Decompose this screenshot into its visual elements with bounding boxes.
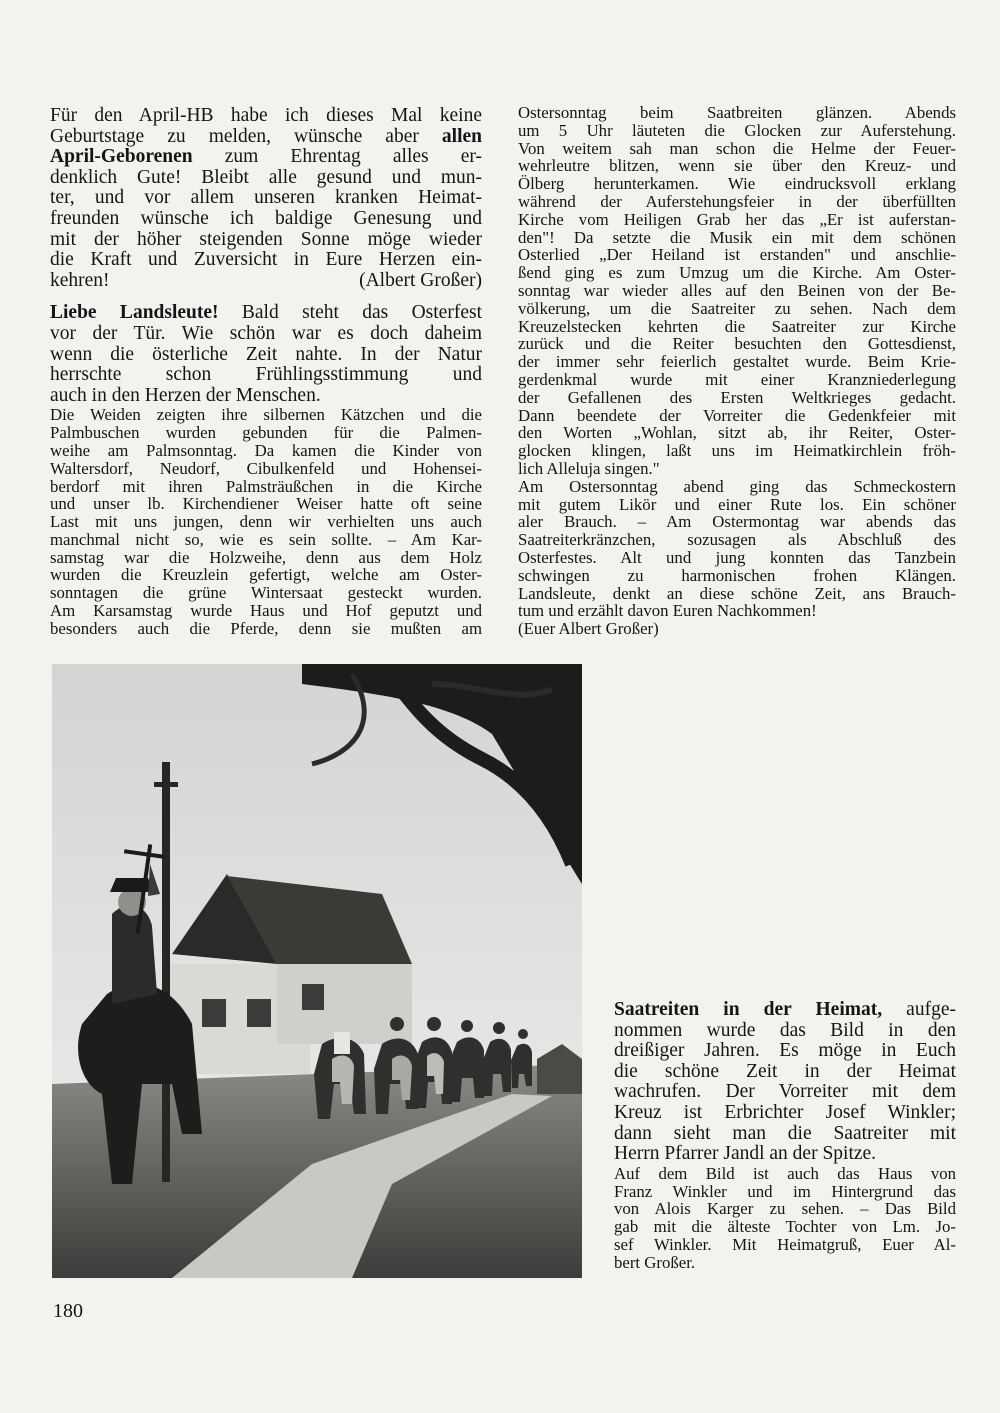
text-line: der immer sehr feierlich gestaltet wurde. Beim Krie- xyxy=(518,352,956,372)
text-line: vor der Tür. Wie schön war es doch daheim xyxy=(50,322,482,344)
easter-intro-paragraph xyxy=(50,303,482,406)
signature-albert-grosser: (Albert Großer) xyxy=(359,269,482,291)
text-line: Osterlied „Der Heiland ist erstanden" und anschlie- xyxy=(518,245,956,265)
text-line: Am Karsamstag wurde Haus und Hof geputzt und xyxy=(50,601,482,621)
text-line: von Alois Karger zu sehen. – Das Bild xyxy=(614,1199,956,1219)
easter-sunday-last-line: lich Alleluja singen." xyxy=(518,458,660,478)
text-line: gab mit die älteste Tochter von Lm. Jo- xyxy=(614,1217,956,1237)
text-line: Palmbuschen wurden gebunden für die Palmen- xyxy=(50,423,482,443)
easter-intro-lines xyxy=(50,303,482,385)
text-line: besonders auch die Pferde, denn sie mußten am xyxy=(50,618,482,638)
caption-note-last-line: bert Großer. xyxy=(614,1252,696,1272)
text-line: Saatreiten in der Heimat, aufge- xyxy=(614,999,956,1020)
caption-main-text xyxy=(614,1000,956,1165)
easter-sunday-paragraph xyxy=(518,104,956,478)
caption-note-lines xyxy=(614,1165,956,1254)
caption-main-lines xyxy=(614,1000,956,1144)
text-line: freunden wünsche ich baldige Genesung und xyxy=(50,207,482,229)
text-line: völkerung, um die Saatreiter zu sehen. Nach dem xyxy=(518,298,956,318)
text-line: wurden die Kreuzlein gefertigt, welche am Oster- xyxy=(50,565,482,585)
last-line-text: kehren! xyxy=(50,269,110,291)
palm-sunday-lines xyxy=(50,406,482,637)
text-line: sef Winkler. Mit Heimatgruß, Euer Al- xyxy=(614,1234,956,1254)
text-line: berdorf mit ihren Palmsträußchen in die Kirche xyxy=(50,476,482,496)
text-line: zurück und die Reiter besuchten den Gottesdienst, xyxy=(518,334,956,354)
text-line: Kreuzelstecken kehrten die Saatreiter zur Kirche xyxy=(518,316,956,336)
palm-sunday-paragraph xyxy=(50,406,482,637)
text-line: Die Weiden zeigten ihre silbernen Kätzchen und die xyxy=(50,405,482,425)
text-line: nommen wurde das Bild in den xyxy=(614,1019,956,1041)
caption-main-last-line: Herrn Pfarrer Jandl an der Spitze. xyxy=(614,1143,877,1165)
text-line: der Gefallenen des Ersten Weltkrieges gedacht. xyxy=(518,387,956,407)
text-line: schwingen zu harmonischen frohen Klängen. xyxy=(518,565,956,585)
text-line: Osterfestes. Alt und jung konnten das Tanzbein xyxy=(518,547,956,567)
text-line: Geburtstage zu melden, wünsche aber allen xyxy=(50,125,482,147)
text-line: wehrleutre blitzen, wenn sie über den Kreuz- und xyxy=(518,156,956,176)
text-line: dreißiger Jahren. Es möge in Euch xyxy=(614,1040,956,1062)
text-line: sonntagen die grüne Wintersaat gesteckt wurden. xyxy=(50,583,482,603)
text-line: Ölberg herunterkamen. Wie eindrucksvoll erklang xyxy=(518,174,956,194)
easter-monday-paragraph xyxy=(518,478,956,638)
birthday-greeting-lines xyxy=(50,106,482,271)
left-column xyxy=(50,106,482,638)
text-line: herrschte schon Frühlingsstimmung und xyxy=(50,364,482,386)
text-line: glocken klingen, laßt uns im Heimatkirchlein fröh- xyxy=(518,441,956,461)
page-number: 180 xyxy=(53,1300,83,1322)
text-line: während der Auferstehungsfeier in der überfüllten xyxy=(518,191,956,211)
text-line: Landsleute, denkt an diese schöne Zeit, ans Brauch- xyxy=(518,583,956,603)
text-line: Kirche vom Heiligen Grab her das „Er ist auferstan- xyxy=(518,209,956,229)
text-line: Dann beendete der Vorreiter die Gedenkfeier mit xyxy=(518,405,956,425)
photo-caption xyxy=(614,1000,956,1272)
birthday-greeting-paragraph xyxy=(50,106,482,291)
text-line: aler Brauch. – Am Ostermontag war abends das xyxy=(518,512,956,532)
text-line: wenn die österliche Zeit nahte. In der Natur xyxy=(50,343,482,365)
easter-monday-last-line: tum und erzählt davon Euren Nachkommen! xyxy=(518,601,817,621)
text-line: die schöne Zeit in der Heimat xyxy=(614,1060,956,1082)
text-line: Waltersdorf, Neudorf, Cibulkenfeld und Hohensei- xyxy=(50,458,482,478)
easter-sunday-lines xyxy=(518,104,956,460)
text-line: Last mit uns jungen, denn wir verhielten uns auch xyxy=(50,512,482,532)
text-line: den"! Da setzte die Musik ein mit dem schönen xyxy=(518,227,956,247)
text-line: samstag war die Holzweihe, denn aus dem Holz xyxy=(50,547,482,567)
saatreiter-procession-photo xyxy=(52,664,582,1278)
easter-monday-lines xyxy=(518,478,956,603)
text-line: mit der höher steigenden Sonne möge wieder xyxy=(50,228,482,250)
text-line: Liebe Landsleute! Bald steht das Osterfest xyxy=(50,302,482,324)
text-line: Am Ostersonntag abend ging das Schmeckostern xyxy=(518,476,956,496)
text-line: Saatreiterkränzchen, sozusagen als Abschluß des xyxy=(518,530,956,550)
text-line: den Worten „Wohlan, sitzt ab, ihr Reiter, Oster- xyxy=(518,423,956,443)
text-line: mit gutem Likör und einer Rute los. Ein schöner xyxy=(518,494,956,514)
text-line: wachrufen. Der Vorreiter mit dem xyxy=(614,1081,956,1103)
birthday-greeting-last-line xyxy=(50,271,482,292)
text-line: Für den April-HB habe ich dieses Mal keine xyxy=(50,105,482,126)
text-line: sonntag war wieder alles auf den Beinen von der Be- xyxy=(518,280,956,300)
caption-note-text xyxy=(614,1165,956,1272)
right-column xyxy=(518,104,956,638)
text-line: Franz Winkler und im Hintergrund das xyxy=(614,1181,956,1201)
text-line: Ostersonntag beim Saatbreiten glänzen. Abends xyxy=(518,103,956,122)
text-line: April-Geborenen zum Ehrentag alles er- xyxy=(50,146,482,168)
text-line: ter, und vor allem unseren kranken Heimat- xyxy=(50,187,482,209)
text-line: ßend ging es zum Umzug um die Kirche. Am Oster- xyxy=(518,263,956,283)
text-line: Von weitem sah man schon die Helme der Feuer- xyxy=(518,138,956,158)
text-line: denklich Gute! Bleibt alle gesund und mun- xyxy=(50,166,482,188)
text-line: Kreuz ist Erbrichter Josef Winkler; xyxy=(614,1101,956,1123)
signature-euer-albert-grosser: (Euer Albert Großer) xyxy=(518,619,659,639)
text-line: manchmal nicht so, wie es sein sollte. – Am Kar- xyxy=(50,529,482,549)
text-line: und unser lb. Kirchendiener Weiser hatte oft seine xyxy=(50,494,482,514)
text-line: um 5 Uhr läuteten die Glocken zur Auferstehung. xyxy=(518,120,956,140)
text-line: weihe am Palmsonntag. Da kamen die Kinder von xyxy=(50,440,482,460)
text-line: Auf dem Bild ist auch das Haus von xyxy=(614,1163,956,1183)
easter-intro-last-line: auch in den Herzen der Menschen. xyxy=(50,384,321,406)
text-line: dann sieht man die Saatreiter mit xyxy=(614,1122,956,1144)
text-line: die Kraft und Zuversicht in Eure Herzen ein- xyxy=(50,249,482,271)
text-line: gerdenkmal wurde mit einer Kranzniederlegung xyxy=(518,369,956,389)
